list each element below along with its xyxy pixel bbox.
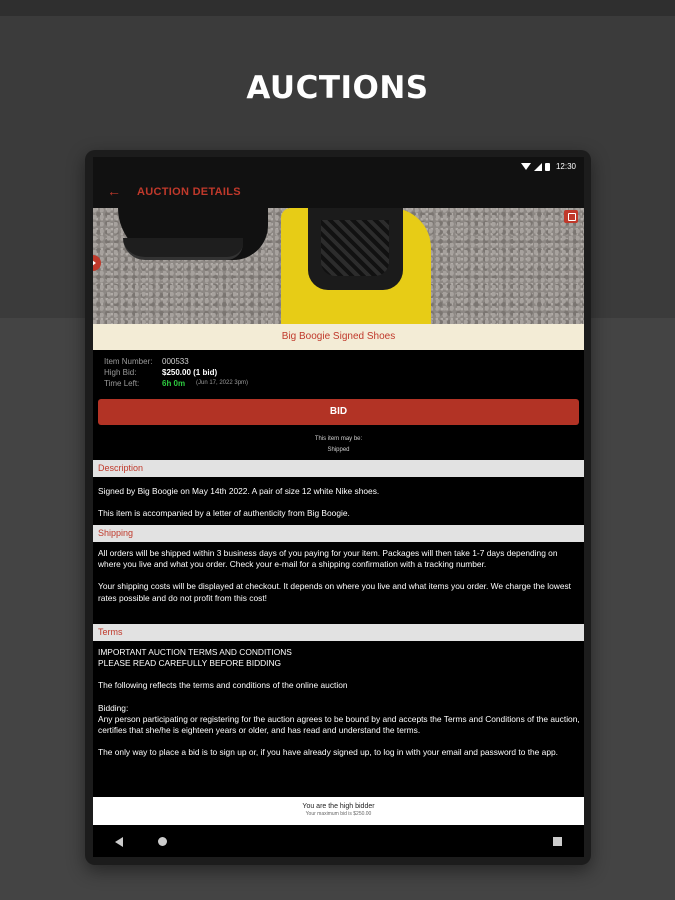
wifi-icon xyxy=(521,163,531,170)
nav-back-icon[interactable] xyxy=(115,837,123,847)
back-arrow-icon[interactable]: ← xyxy=(107,183,121,199)
battery-icon xyxy=(545,163,550,171)
shipping-body xyxy=(98,548,580,604)
time-left-value: 6h 0m xyxy=(162,379,186,388)
terms-p2: The following reflects the terms and conditions of the online auction xyxy=(98,680,348,691)
terms-line2: PLEASE READ CAREFULLY BEFORE BIDDING xyxy=(98,658,282,669)
app-bar xyxy=(93,177,584,208)
promo-headline: AUCTIONS xyxy=(246,70,429,106)
terms-p4: The only way to place a bid is to sign up or, if you have already signed up, to log in with your email and password to the app. xyxy=(98,747,558,758)
shipping-header: Shipping xyxy=(93,525,584,542)
terms-bidding-title: Bidding: xyxy=(98,702,129,713)
terms-line1: IMPORTANT AUCTION TERMS AND CONDITIONS xyxy=(98,647,292,657)
description-p1: Signed by Big Boogie on May 14th 2022. A pair of size 12 white Nike shoes. xyxy=(98,486,380,496)
background-strip xyxy=(0,0,675,16)
app-bar-title: AUCTION DETAILS xyxy=(137,186,241,198)
time-left-end: (Jun 17, 2022 3pm) xyxy=(196,380,249,386)
description-header: Description xyxy=(93,460,584,477)
shipping-note-line2: Shipped xyxy=(327,447,350,453)
item-photo[interactable] xyxy=(93,208,584,324)
fullscreen-icon[interactable] xyxy=(564,210,578,223)
nav-recents-icon[interactable] xyxy=(553,837,562,846)
item-number-value: 000533 xyxy=(162,357,189,366)
photo-boot-sole xyxy=(123,238,243,260)
time-left-row xyxy=(104,379,574,390)
max-bid-text: Your maximum bid is $250.00 xyxy=(305,811,372,817)
high-bidder-text: You are the high bidder xyxy=(302,803,375,810)
shipping-note xyxy=(93,434,584,456)
item-number-row xyxy=(104,357,574,368)
item-title: Big Boogie Signed Shoes xyxy=(281,331,396,342)
status-time: 12:30 xyxy=(555,162,576,171)
item-title-bar xyxy=(93,324,584,350)
time-left-label: Time Left: xyxy=(104,379,140,388)
shipping-p2: Your shipping costs will be displayed at checkout. It depends on where you live and what items you order. We charge the lowest rates possible and do not profit from this cost! xyxy=(98,581,571,603)
high-bid-label: High Bid: xyxy=(104,368,137,377)
description-p2: This item is accompanied by a letter of authenticity from Big Boogie. xyxy=(98,508,350,519)
photo-shoe-laces xyxy=(321,220,389,276)
status-icons xyxy=(521,162,576,171)
shipping-p1: All orders will be shipped within 3 business days of you paying for your item. Packages will then take 1-7 days depending on where you live and what you order. Check your e-mail for a shipping confirmation with a tracking number. xyxy=(98,548,558,570)
signal-icon xyxy=(534,163,542,171)
nav-home-icon[interactable] xyxy=(158,837,167,846)
description-body xyxy=(98,486,580,519)
bid-button[interactable]: BID xyxy=(98,399,579,425)
high-bidder-banner xyxy=(93,797,584,825)
terms-p3: Any person participating or registering for the auction agrees to be bound by and accepts the Terms and Conditions of the auction, certifies that she/he is eighteen years or older, and has read and understand the terms. xyxy=(98,713,580,736)
item-number-label: Item Number: xyxy=(104,357,153,366)
high-bid-row xyxy=(104,368,574,379)
terms-body xyxy=(98,647,580,758)
android-nav-bar xyxy=(93,827,584,857)
high-bid-value: $250.00 (1 bid) xyxy=(162,368,218,377)
terms-header: Terms xyxy=(93,624,584,641)
shipping-note-line1: This item may be: xyxy=(314,436,363,442)
tablet-screen xyxy=(93,157,584,857)
status-bar xyxy=(93,157,584,177)
